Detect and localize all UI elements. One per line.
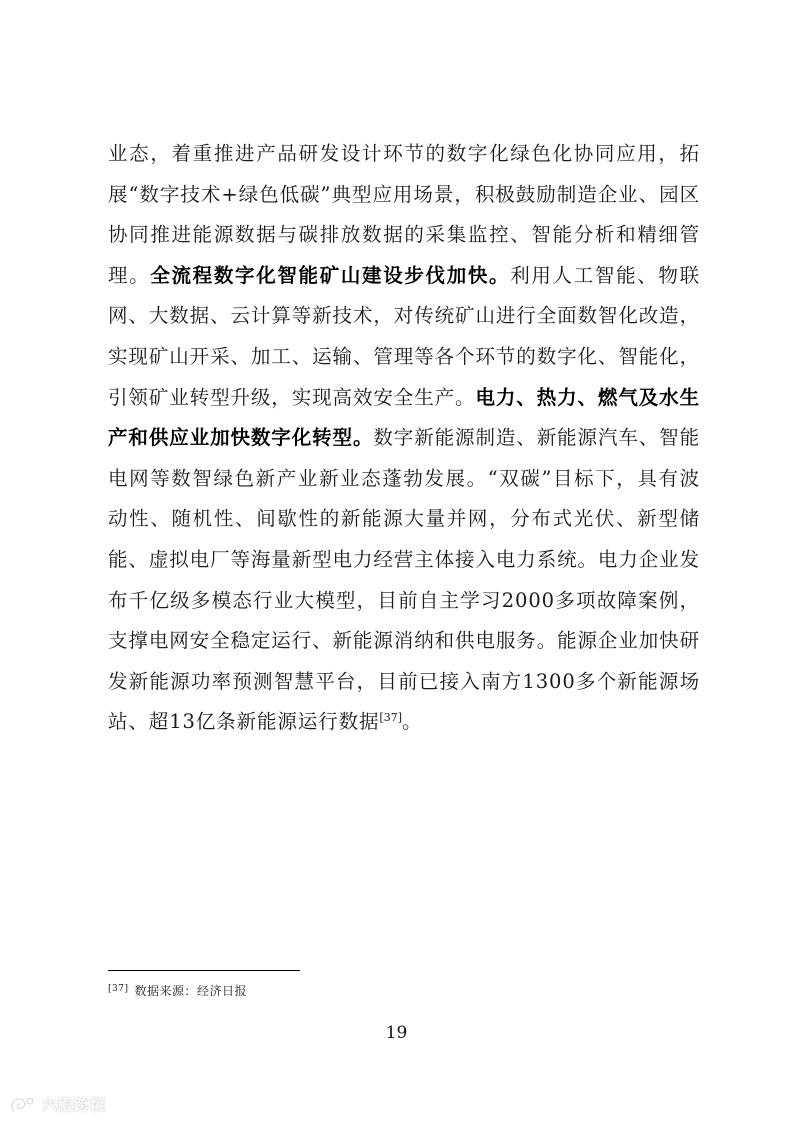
- body-paragraph: [108, 134, 700, 743]
- watermark-text: 六殿跨境: [42, 1096, 107, 1114]
- footnote-marker: [37]: [108, 984, 129, 994]
- body-text-segment-1: 业态，着重推进产品研发设计环节的数字化绿色化协同应用，拓展“数字技术+绿色低碳”典型应用场景，积极鼓励制造企业、园区协同推进能源数据与碳排放数据的采集监控、智能分析和精细管理。: [108, 142, 700, 287]
- logo-swirl-icon: [8, 1095, 36, 1115]
- body-text-end: 。: [402, 710, 423, 734]
- body-text-segment-3: 数字新能源制造、新能源汽车、智能电网等数智绿色新产业新业态蓬勃发展。“双碳”目标下，具有波动性、随机性、间歇性的新能源大量并网，分布式光伏、新型储能、虚拟电厂等海量新型电力经营主体接入电力系统。电力企业发布千亿级多模态行业大模型，目前自主学习2000多项故障案例，支撑电网安全稳定运行、新能源消纳和供电服务。能源企业加快研发新能源功率预测智慧平台，目前已接入南方1300多个新能源场站、超13亿条新能源运行数据: [108, 426, 701, 734]
- footnote-reference[interactable]: [37]: [379, 711, 403, 725]
- watermark: [8, 1094, 106, 1115]
- footnote-text: 数据来源：经济日报: [134, 984, 247, 998]
- bold-heading-mining: 全流程数字化智能矿山建设步伐加快。: [150, 263, 511, 287]
- page-number: 19: [385, 1023, 408, 1043]
- bold-heading-power-utilities: 电力、热力、燃气及水生产和供应业加快数字化转型。: [108, 385, 700, 450]
- body-text-segment-2: 利用人工智能、物联网、大数据、云计算等新技术，对传统矿山进行全面数智化改造，实现矿山开采、加工、运输、管理等各个环节的数字化、智能化，引领矿业转型升级，实现高效安全生产。: [108, 263, 700, 409]
- footnote-divider: [108, 970, 300, 971]
- footnote: [108, 982, 247, 1000]
